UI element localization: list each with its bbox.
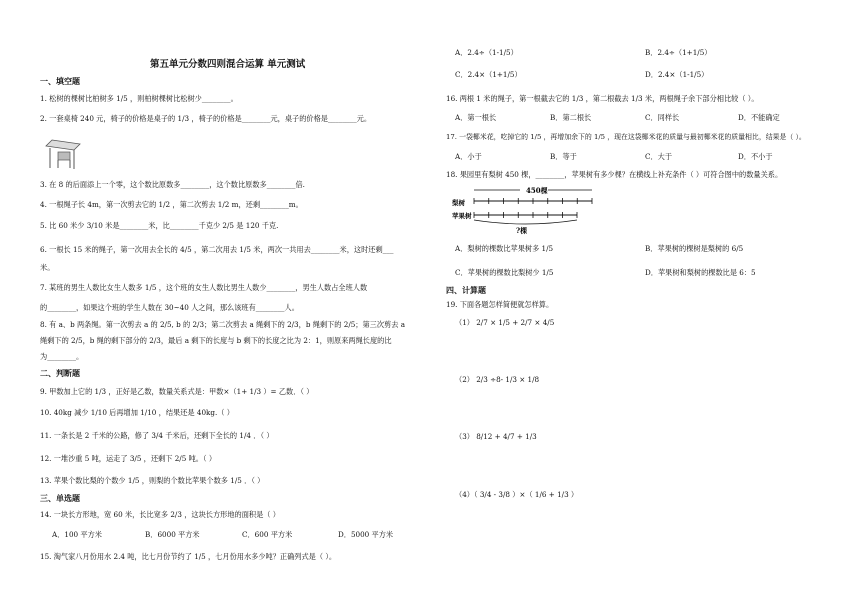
page-title: 第五单元分数四则混合运算 单元测试 <box>150 59 306 70</box>
section-choice: 三、单选题 <box>40 493 80 503</box>
section-fill-blank: 一、填空题 <box>40 76 80 86</box>
diagram-row-pear: 梨树 <box>452 199 465 207</box>
question-19: 19. 下面各题怎样简便就怎样算。 <box>446 300 554 309</box>
question-18: 18. 果园里有梨树 450 棵，________，苹果树有多少棵？在横线上补充条件（ ）可符合图中的数量关系。 <box>446 170 783 179</box>
calc-1: （1） 2/7 × 1/5 + 2/7 × 4/5 <box>455 318 555 327</box>
calc-3: （3） 8/12 + 4/7 + 1/3 <box>455 432 537 441</box>
q16-option-b: B．第二根长 <box>550 113 592 122</box>
question-9: 9. 甲数加上它的 1/3 ，正好是乙数，数量关系式是：甲数×（1+ 1/3 ）= 乙数．（ ） <box>40 387 314 396</box>
q15-option-b: B．2.4÷（1+1/5） <box>645 48 712 57</box>
question-6-cont: 米。 <box>40 263 55 272</box>
q18-option-c: C．苹果树的棵数比梨树少 1/5 <box>455 268 554 277</box>
question-3: 3. 在 8 的后面添上一个零，这个数比原数多________，这个数比原数多________倍. <box>40 180 305 189</box>
q18-option-d: D．苹果树和梨树的棵数比是 6：5 <box>645 268 756 277</box>
question-4: 4. 一根绳子长 4m，第一次剪去它的 1/2 ，第二次剪去 1/2 m，还剩________m。 <box>40 200 303 209</box>
q14-option-a: A．100 平方米 <box>52 530 102 539</box>
question-17: 17. 一袋椰米花，吃掉它的 1/5 ，再增加余下的 1/5 ，现在这袋椰米花的质量与最初椰米花的质量相比，结果是（ ）。 <box>446 133 806 141</box>
calc-4: （4）（ 3/4 - 3/8 ）×（ 1/6 + 1/3 ） <box>455 490 579 499</box>
q14-option-c: C．600 平方米 <box>242 530 293 539</box>
desk-chair-image <box>44 134 86 172</box>
q18-option-a: A．梨树的棵数比苹果树多 1/5 <box>455 244 554 253</box>
question-11: 11. 一条长是 2 千米的公路，修了 3/4 千米后，还剩下全长的 1/4 ．（ ） <box>40 431 274 440</box>
q17-option-b: B．等于 <box>550 152 577 161</box>
q15-option-c: C．2.4×（1+1/5） <box>455 70 522 79</box>
question-2: 2. 一套桌椅 240 元，椅子的价格是桌子的 1/3 ，椅子的价格是________元，桌子的价格是________元。 <box>40 114 372 123</box>
q16-option-c: C．同样长 <box>645 113 680 122</box>
question-12: 12. 一堆沙重 5 吨，运走了 3/5 ，还剩下 2/5 吨。（ ） <box>40 454 217 463</box>
q17-option-d: D．不小于 <box>738 152 773 161</box>
section-calc: 四、计算题 <box>446 285 486 295</box>
q15-option-d: D．2.4×（1-1/5） <box>645 70 709 79</box>
q16-option-d: D．不能确定 <box>738 113 780 122</box>
question-6: 6. 一根长 15 米的绳子，第一次用去全长的 4/5 ，第二次用去 1/5 米，两次一共用去________米，这时还剩___ <box>40 245 394 254</box>
q17-option-c: C．大于 <box>645 152 673 161</box>
question-8-cont2: 为________。 <box>40 352 84 361</box>
diagram-total-label: 450棵 <box>526 186 548 195</box>
q18-option-b: B．苹果树的棵树是梨树的 6/5 <box>645 244 744 253</box>
q17-option-a: A．小于 <box>455 152 482 161</box>
question-13: 13. 苹果个数比梨的个数少 1/5 ，则梨的个数比苹果个数多 1/5 ．（ ） <box>40 476 265 485</box>
segment-diagram <box>452 184 602 236</box>
question-16: 16. 两根 1 米的绳子，第一根截去它的 1/3 ，第二根截去 1/3 米，两根绳子余下部分相比较（ ）。 <box>446 94 759 103</box>
diagram-row-apple: 苹果树 <box>452 212 472 220</box>
section-judge: 二、判断题 <box>40 368 80 378</box>
question-8: 8. 有 a、b 两条绳。第一次剪去 a 的 2/5, b 的 2/3；第二次剪去 a 绳剩下的 2/3，b 绳剩下的 2/5；第三次剪去 a <box>40 320 406 329</box>
question-7-cont: 的________，如果这个班的学生人数在 30~40 人之间，那么该班有________人。 <box>40 303 299 312</box>
q15-option-a: A．2.4÷（1-1/5） <box>455 48 518 57</box>
q14-option-d: D．5000 平方米 <box>338 530 394 539</box>
q16-option-a: A．第一根长 <box>455 113 497 122</box>
question-15: 15. 淘气家八月份用水 2.4 吨，比七月份节约了 1/5 ，七月份用水多少吨？正确列式是（ ）。 <box>40 552 337 561</box>
question-7: 7. 某班的男生人数比女生人数多 1/5 ，这个班的女生人数比男生人数少________，男生人数占全班人数 <box>40 283 368 292</box>
q14-option-b: B．6000 平方米 <box>145 530 200 539</box>
question-1: 1. 松树的棵树比柏树多 1/5 ，则柏树棵树比松树少________。 <box>40 94 238 103</box>
question-8-cont: 绳剩下的 2/5，b 绳的剩下部分的 2/3，最后 a 剩下的长度与 b 剩下的长度之比为 2：1，则原来两绳长度的比 <box>40 336 392 345</box>
calc-2: （2） 2/3 ÷8- 1/3 × 1/8 <box>455 375 540 384</box>
question-5: 5. 比 60 米少 3/10 米是________米，比________千克少 2/5 是 120 千克. <box>40 221 279 230</box>
question-10: 10. 40kg 减少 1/10 后再增加 1/10 ，结果还是 40kg.（ ） <box>40 408 234 417</box>
question-14: 14. 一块长方形地，宽 60 米，长比宽多 2/3 ，这块长方形地的面积是（ ） <box>40 510 280 519</box>
diagram-unknown-label: ?棵 <box>516 226 528 235</box>
